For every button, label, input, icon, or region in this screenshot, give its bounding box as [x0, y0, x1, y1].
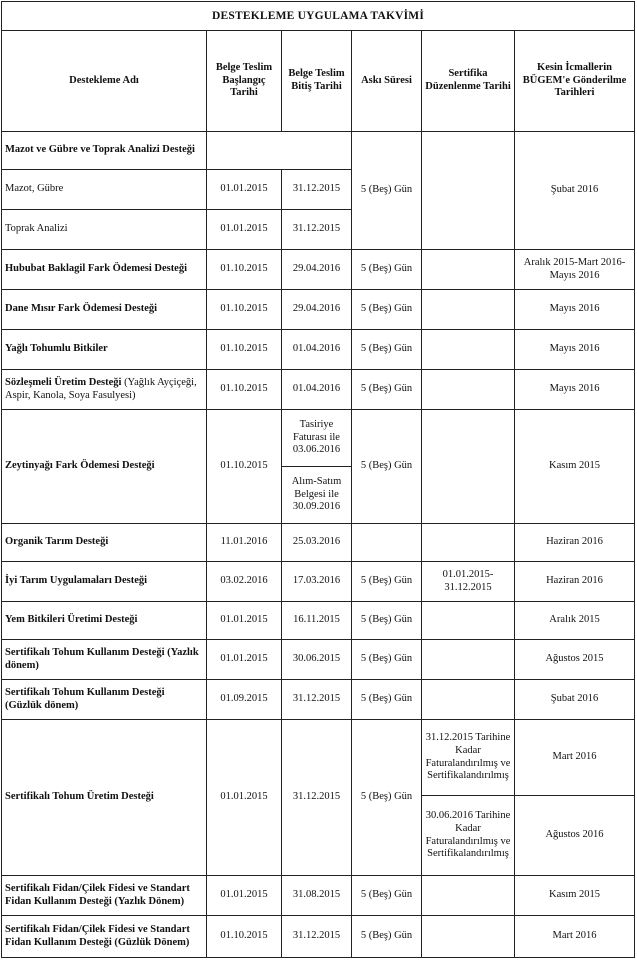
support-name: Sertifikalı Tohum Üretim Desteği: [2, 720, 207, 876]
empty-cell: [207, 132, 352, 170]
display-period: 5 (Beş) Gün: [352, 680, 422, 720]
send-date: Mart 2016: [515, 720, 635, 796]
send-date: Haziran 2016: [515, 562, 635, 602]
send-date: Mayıs 2016: [515, 290, 635, 330]
table-row: [2, 640, 635, 680]
start-date: 03.02.2016: [207, 562, 282, 602]
send-date: Kasım 2015: [515, 876, 635, 916]
certificate-date: [422, 330, 515, 370]
start-date: 01.01.2015: [207, 876, 282, 916]
table-row: [2, 720, 635, 796]
support-name: Zeytinyağı Fark Ödemesi Desteği: [2, 410, 207, 524]
table-row: [2, 876, 635, 916]
certificate-date: 31.12.2015 Tarihine Kadar Faturalandırılmış ve Sertifikalandırılmış: [422, 720, 515, 796]
table-row: [2, 602, 635, 640]
display-period: 5 (Beş) Gün: [352, 132, 422, 250]
certificate-date: [422, 876, 515, 916]
support-name: Hububat Baklagil Fark Ödemesi Desteği: [2, 250, 207, 290]
certificate-date: [422, 132, 515, 250]
support-name: Mazot ve Gübre ve Toprak Analizi Desteği: [2, 132, 207, 170]
end-date: 31.08.2015: [282, 876, 352, 916]
support-name: Sertifikalı Tohum Kullanım Desteği (Yazlık dönem): [2, 640, 207, 680]
support-name-bold: Sözleşmeli Üretim Desteği: [5, 376, 122, 388]
table-row: [2, 680, 635, 720]
support-name: Sertifikalı Tohum Kullanım Desteği (Güzlük dönem): [2, 680, 207, 720]
display-period: 5 (Beş) Gün: [352, 602, 422, 640]
certificate-date: 30.06.2016 Tarihine Kadar Faturalandırılmış ve Sertifikalandırılmış: [422, 796, 515, 876]
display-period: 5 (Beş) Gün: [352, 410, 422, 524]
certificate-date: [422, 602, 515, 640]
send-date: Mayıs 2016: [515, 370, 635, 410]
send-date: Mart 2016: [515, 916, 635, 958]
end-date: 01.04.2016: [282, 330, 352, 370]
end-date: 31.12.2015: [282, 170, 352, 210]
certificate-date: [422, 290, 515, 330]
start-date: 01.10.2015: [207, 290, 282, 330]
start-date: 11.01.2016: [207, 524, 282, 562]
send-date: Şubat 2016: [515, 680, 635, 720]
display-period: 5 (Beş) Gün: [352, 290, 422, 330]
send-date: Ağustos 2015: [515, 640, 635, 680]
support-name: Yem Bitkileri Üretimi Desteği: [2, 602, 207, 640]
start-date: 01.10.2015: [207, 250, 282, 290]
start-date: 01.10.2015: [207, 410, 282, 524]
support-name: Organik Tarım Desteği: [2, 524, 207, 562]
header-end-date: Belge Teslim Bitiş Tarihi: [282, 31, 352, 132]
display-period: 5 (Beş) Gün: [352, 916, 422, 958]
header-display-period: Askı Süresi: [352, 31, 422, 132]
end-date: 29.04.2016: [282, 250, 352, 290]
certificate-date: 01.01.2015-31.12.2015: [422, 562, 515, 602]
start-date: 01.01.2015: [207, 640, 282, 680]
display-period: 5 (Beş) Gün: [352, 720, 422, 876]
send-date: Mayıs 2016: [515, 330, 635, 370]
header-row: [2, 31, 635, 132]
support-calendar-table: [1, 1, 635, 958]
send-date: Şubat 2016: [515, 132, 635, 250]
end-date: 31.12.2015: [282, 720, 352, 876]
end-date: 31.12.2015: [282, 916, 352, 958]
certificate-date: [422, 370, 515, 410]
end-date: Alım-Satım Belgesi ile 30.09.2016: [282, 467, 352, 524]
support-name: Sertifikalı Fidan/Çilek Fidesi ve Standart Fidan Kullanım Desteği (Yazlık Dönem): [2, 876, 207, 916]
start-date: 01.10.2015: [207, 916, 282, 958]
display-period: 5 (Beş) Gün: [352, 876, 422, 916]
table-row: [2, 330, 635, 370]
certificate-date: [422, 410, 515, 524]
table-row: [2, 916, 635, 958]
certificate-date: [422, 524, 515, 562]
end-date: 25.03.2016: [282, 524, 352, 562]
display-period: 5 (Beş) Gün: [352, 640, 422, 680]
end-date: 31.12.2015: [282, 680, 352, 720]
table-row: [2, 524, 635, 562]
support-name: Mazot, Gübre: [2, 170, 207, 210]
support-name: Sertifikalı Fidan/Çilek Fidesi ve Standart Fidan Kullanım Desteği (Güzlük Dönem): [2, 916, 207, 958]
start-date: 01.01.2015: [207, 210, 282, 250]
support-name: Dane Mısır Fark Ödemesi Desteği: [2, 290, 207, 330]
send-date: Aralık 2015: [515, 602, 635, 640]
display-period: 5 (Beş) Gün: [352, 330, 422, 370]
display-period: 5 (Beş) Gün: [352, 370, 422, 410]
header-send-date: Kesin İcmallerin BÜGEM'e Gönderilme Tarihleri: [515, 31, 635, 132]
table-row: [2, 410, 635, 467]
send-date: Aralık 2015-Mart 2016-Mayıs 2016: [515, 250, 635, 290]
start-date: 01.10.2015: [207, 330, 282, 370]
support-name-detail: (Yağlık Ayçiçeği, Aspir, Kanola, Soya Fasulyesi): [5, 376, 197, 401]
start-date: 01.01.2015: [207, 170, 282, 210]
start-date: 01.09.2015: [207, 680, 282, 720]
end-date: 31.12.2015: [282, 210, 352, 250]
display-period: 5 (Beş) Gün: [352, 250, 422, 290]
send-date: Kasım 2015: [515, 410, 635, 524]
table-row: [2, 250, 635, 290]
end-date: 30.06.2015: [282, 640, 352, 680]
header-start-date: Belge Teslim Başlangıç Tarihi: [207, 31, 282, 132]
support-name: [2, 370, 207, 410]
header-certificate-date: Sertifika Düzenlenme Tarihi: [422, 31, 515, 132]
display-period: 5 (Beş) Gün: [352, 562, 422, 602]
support-name: Toprak Analizi: [2, 210, 207, 250]
table-title: DESTEKLEME UYGULAMA TAKVİMİ: [2, 2, 635, 31]
table-row: [2, 370, 635, 410]
table-row: [2, 290, 635, 330]
end-date: 01.04.2016: [282, 370, 352, 410]
send-date: Ağustos 2016: [515, 796, 635, 876]
certificate-date: [422, 916, 515, 958]
certificate-date: [422, 640, 515, 680]
start-date: 01.01.2015: [207, 720, 282, 876]
start-date: 01.01.2015: [207, 602, 282, 640]
table-row: [2, 562, 635, 602]
table-row: [2, 132, 635, 170]
start-date: 01.10.2015: [207, 370, 282, 410]
end-date: Tasiriye Faturası ile 03.06.2016: [282, 410, 352, 467]
end-date: 16.11.2015: [282, 602, 352, 640]
certificate-date: [422, 680, 515, 720]
header-support-name: Destekleme Adı: [2, 31, 207, 132]
display-period: [352, 524, 422, 562]
support-name: İyi Tarım Uygulamaları Desteği: [2, 562, 207, 602]
certificate-date: [422, 250, 515, 290]
support-name: Yağlı Tohumlu Bitkiler: [2, 330, 207, 370]
end-date: 17.03.2016: [282, 562, 352, 602]
end-date: 29.04.2016: [282, 290, 352, 330]
send-date: Haziran 2016: [515, 524, 635, 562]
